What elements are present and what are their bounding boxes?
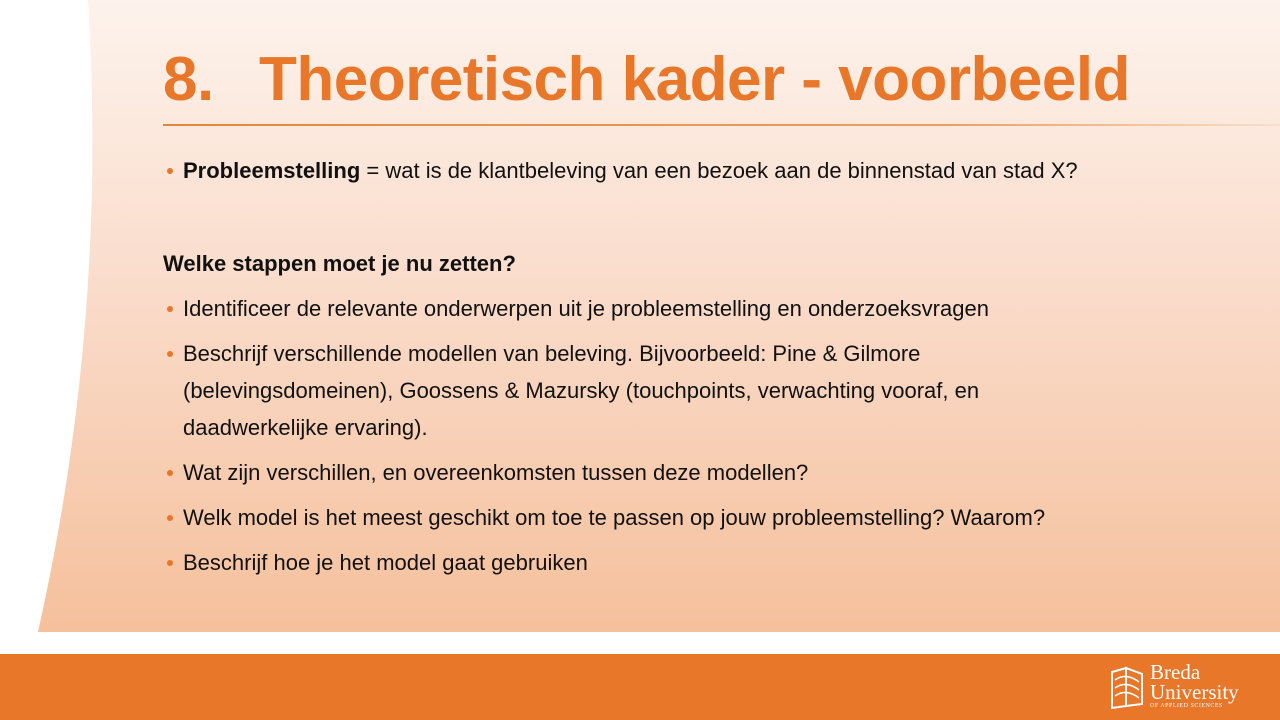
bullet-dot — [167, 470, 173, 476]
steps-heading: Welke stappen moet je nu zetten? — [163, 251, 516, 276]
bullet-step-5 — [163, 544, 1163, 581]
bullet-dot — [167, 351, 173, 357]
bullet-dot — [167, 306, 173, 312]
problem-text: = wat is de klantbeleving van een bezoek aan de binnenstad van stad X? — [360, 158, 1078, 183]
step-text: Beschrijf verschillende modellen van beleving. Bijvoorbeeld: Pine & Gilmore (belevingsdomeinen), Goossens & Mazursky (touchpoints, verwachting vooraf, en daadwerkelijke ervaring). — [183, 341, 980, 440]
bullet-step-3 — [163, 454, 1163, 491]
footer-bar — [0, 654, 1280, 720]
step-text: Welk model is het meest geschikt om toe te passen op jouw probleemstelling? Waarom? — [183, 505, 1046, 530]
logo-line-breda: Breda — [1150, 660, 1201, 684]
logo-wordmark — [1150, 662, 1239, 710]
bullet-dot — [167, 515, 173, 521]
title-divider — [163, 124, 1280, 126]
bullet-problem-statement — [163, 152, 1138, 189]
bullet-step-2 — [163, 335, 1083, 446]
logo-line-university: University — [1150, 680, 1239, 704]
step-text: Beschrijf hoe je het model gaat gebruiken — [183, 550, 588, 575]
logo-line-applied-sciences: OF APPLIED SCIENCES — [1150, 703, 1223, 709]
bullet-dot — [167, 560, 173, 566]
slide-content — [163, 152, 1163, 581]
title-number: 8. — [163, 45, 214, 114]
bullet-dot — [167, 168, 173, 174]
logo-emblem-icon — [1110, 666, 1144, 710]
step-text: Wat zijn verschillen, en overeenkomsten tussen deze modellen? — [183, 460, 809, 485]
bullet-step-1 — [163, 290, 1163, 327]
step-text: Identificeer de relevante onderwerpen uit je probleemstelling en onderzoeksvragen — [183, 296, 989, 321]
title-text: Theoretisch kader - voorbeeld — [259, 45, 1130, 114]
bullet-step-4 — [163, 499, 1163, 536]
problem-label: Probleemstelling — [183, 158, 361, 183]
breda-university-logo — [1110, 662, 1260, 714]
slide-title — [163, 40, 1130, 120]
